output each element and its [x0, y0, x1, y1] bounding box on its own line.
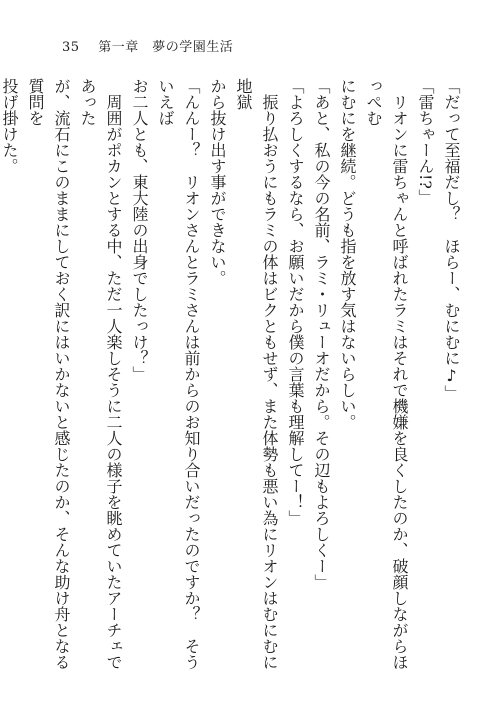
text-line: 投げ掛けた。: [0, 78, 19, 174]
text-line: にむにを継続。どうも指を放す気はないらしい。: [338, 78, 357, 430]
body-text: [0, 78, 464, 684]
text-line: リオンに雷ちゃんと呼ばれたラミはそれで機嫌を良くしたのか、破顔しながらほっぺむ: [364, 78, 409, 670]
chapter-title: 第一章 夢の学園生活: [98, 40, 234, 55]
text-line: 「んんー？ リオンさんとラミさんは前からのお知り合いだったのですか？ そういえば: [156, 78, 201, 670]
text-line: 周囲がポカンとする中、ただ一人楽しそうに二人の様子を眺めていたアーチェであった: [78, 78, 123, 670]
page-header: [62, 36, 233, 55]
text-line: お二人とも、東大陸の出身でしたっけ？」: [130, 78, 149, 382]
text-line: 「雷ちゃーん!?」: [416, 78, 435, 206]
text-line: が、流石にこのままにしておく訳にはいかないと感じたのか、そんな助け舟となる質問を: [26, 78, 71, 670]
page-number: 35: [62, 40, 80, 55]
text-line: 「あと、私の今の名前、ラミ・リューオだから。その辺もよろしくー」: [312, 78, 331, 590]
text-line: 振り払おうにもラミの体はビクともせず、また体勢も悪い為にリオンはむにむに地獄: [234, 78, 279, 670]
text-line: 「だって至福だし？ ほらー、むにむに♪」: [442, 78, 461, 401]
text-line: 「よろしくするなら、お願いだから僕の言葉も理解してー！」: [286, 78, 305, 526]
text-line: から抜け出す事ができない。: [208, 78, 227, 286]
